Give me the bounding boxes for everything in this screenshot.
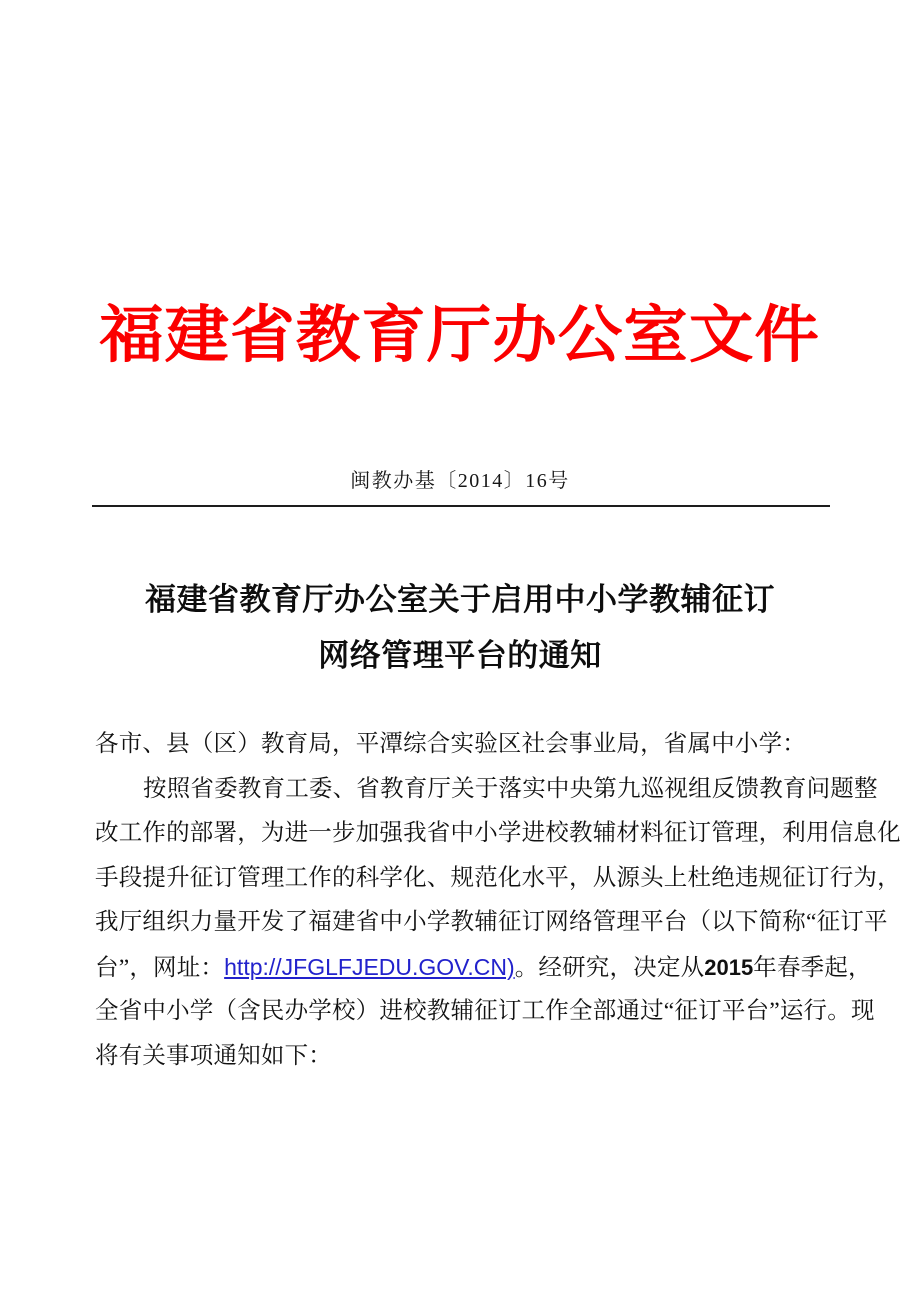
page-title <box>110 572 810 684</box>
body-paragraph-line-4: 我厅组织力量开发了福建省中小学教辅征订网络管理平台（以下简称“征订平 <box>95 909 888 935</box>
masthead-title: 福建省教育厅办公室文件 <box>99 301 821 370</box>
masthead <box>0 301 920 370</box>
body-salutation: 各市、县（区）教育局，平潭综合实验区社会事业局，省属中小学： <box>95 731 806 757</box>
url-line-suffix: 年春季起， <box>753 954 872 981</box>
document-body <box>95 722 901 1078</box>
body-closing-line-2: 将有关事项通知如下： <box>95 1042 332 1069</box>
url-line-middle: 。经研究，决定从 <box>514 954 705 981</box>
platform-url-link[interactable]: http://JFGLFJEDU.GOV.CN) <box>224 953 515 980</box>
document-number <box>0 471 920 491</box>
page-title-line-2: 网络管理平台的通知 <box>318 638 602 673</box>
url-line-prefix: 台”，网址： <box>95 954 225 981</box>
body-paragraph-line-1: 按照省委教育工委、省教育厅关于落实中央第九巡视组反馈教育问题整 <box>143 775 878 802</box>
body-closing-line-1: 全省中小学（含民办学校）进校教辅征订工作全部通过“征订平台”运行。现 <box>95 998 875 1024</box>
document-number-text: 闽教办基〔2014〕16号 <box>350 470 570 492</box>
page-title-line-1: 福建省教育厅办公室关于启用中小学教辅征订 <box>145 582 775 617</box>
body-paragraph-line-2: 改工作的部署，为进一步加强我省中小学进校教辅材料征订管理，利用信息化 <box>95 820 901 846</box>
header-separator-rule <box>92 505 830 507</box>
year-value: 2015 <box>704 954 754 980</box>
body-paragraph-line-5 <box>95 945 872 990</box>
body-paragraph-line-3: 手段提升征订管理工作的科学化、规范化水平，从源头上杜绝违规征订行为， <box>95 864 901 891</box>
